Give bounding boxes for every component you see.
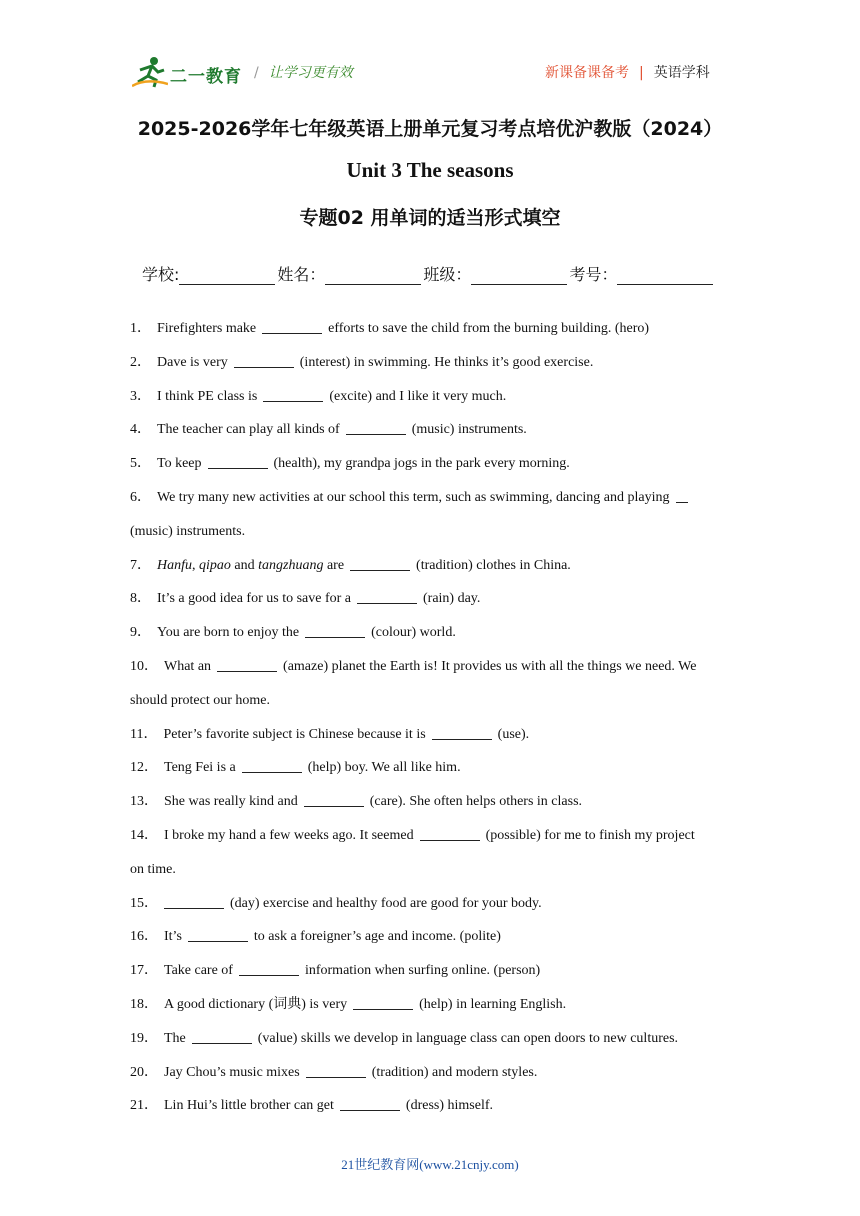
header-tag: 新课备课备考 xyxy=(545,65,629,81)
header-subject: 英语学科 xyxy=(653,65,710,81)
question-item xyxy=(130,751,740,785)
question-text: (use). xyxy=(497,726,530,742)
answer-blank[interactable] xyxy=(306,1063,366,1078)
school-line[interactable] xyxy=(179,268,275,285)
page-title: 2025-2026学年七年级英语上册单元复习考点培优沪教版（2024） xyxy=(137,118,723,140)
question-text: Take care of xyxy=(164,963,233,979)
question-number: 9． xyxy=(130,625,151,641)
answer-blank[interactable] xyxy=(340,1096,400,1111)
page-header xyxy=(0,0,860,100)
question-item xyxy=(130,582,740,616)
name-line[interactable] xyxy=(325,268,421,285)
question-number: 11． xyxy=(130,726,158,742)
question-text: efforts to save the child from the burning building. (hero) xyxy=(328,321,650,336)
question-text: Firefighters make xyxy=(157,321,257,336)
question-item xyxy=(130,1056,740,1090)
question-item xyxy=(130,785,740,819)
question-item xyxy=(130,650,740,718)
answer-blank[interactable] xyxy=(346,420,406,435)
question-text: (possible) for me to finish my project xyxy=(485,827,695,843)
question-text: (day) exercise and healthy food are good for your body. xyxy=(230,895,542,911)
question-text: Jay Chou’s music mixes xyxy=(164,1064,300,1080)
question-item xyxy=(130,819,740,887)
question-item xyxy=(130,481,740,549)
question-text: (help) in learning English. xyxy=(419,996,567,1012)
question-text: To keep xyxy=(157,456,202,472)
question-item xyxy=(130,1089,740,1123)
runner-logo-icon xyxy=(132,56,168,88)
question-item xyxy=(130,447,740,481)
question-text: to ask a foreigner’s age and income. (polite) xyxy=(253,929,501,945)
answer-blank[interactable] xyxy=(350,556,410,571)
question-item xyxy=(130,920,740,954)
question-text: Lin Hui’s little brother can get xyxy=(164,1098,334,1114)
question-text: We try many new activities at our school this term, such as swimming, dancing and playing xyxy=(157,489,670,505)
question-text: She was really kind and xyxy=(164,794,298,810)
answer-blank[interactable] xyxy=(192,1029,252,1044)
name-field[interactable] xyxy=(277,262,423,285)
question-number: 15． xyxy=(130,895,158,911)
question-item xyxy=(130,616,740,650)
answer-blank[interactable] xyxy=(263,387,323,402)
question-number: 1． xyxy=(130,321,151,336)
question-text: It’s a good idea for us to save for a xyxy=(157,591,351,607)
answer-blank[interactable] xyxy=(304,792,364,807)
question-number: 8． xyxy=(130,591,151,607)
question-item xyxy=(130,718,740,752)
question-number: 20． xyxy=(130,1064,158,1080)
question-text: (health), my grandpa jogs in the park every morning. xyxy=(273,456,570,472)
question-text: (care). She often helps others in class. xyxy=(369,794,583,810)
question-text: (value) skills we develop in language class can open doors to new cultures. xyxy=(257,1030,679,1046)
question-text-italic: qipao xyxy=(199,557,231,573)
question-number: 12． xyxy=(130,760,158,776)
question-text: (music) instruments. xyxy=(130,523,246,539)
question-number: 16． xyxy=(130,929,158,945)
question-text: (amaze) planet the Earth is! It provides us with all the things we need. We xyxy=(283,658,697,674)
question-text: (colour) world. xyxy=(371,625,456,641)
question-number: 18． xyxy=(130,996,158,1012)
question-number: 10． xyxy=(130,658,158,674)
slash-divider: / xyxy=(254,65,259,81)
question-number: 6． xyxy=(130,489,151,505)
answer-blank[interactable] xyxy=(262,319,322,334)
answer-blank[interactable] xyxy=(164,894,224,909)
header-separator: | xyxy=(639,65,644,81)
question-item xyxy=(130,988,740,1022)
answer-blank[interactable] xyxy=(305,623,365,638)
header-right xyxy=(545,62,710,82)
question-text-italic: tangzhuang xyxy=(258,557,324,573)
answer-blank[interactable] xyxy=(432,725,492,740)
logo-text: 二一教育 xyxy=(170,67,242,86)
question-list xyxy=(130,312,740,1123)
answer-blank[interactable] xyxy=(353,995,413,1010)
answer-blank[interactable] xyxy=(188,927,248,942)
question-text: , xyxy=(192,557,199,573)
answer-blank[interactable] xyxy=(217,657,277,672)
question-item xyxy=(130,887,740,921)
question-text: It’s xyxy=(164,929,182,945)
question-text-italic: Hanfu xyxy=(157,557,192,573)
question-item xyxy=(130,413,740,447)
answer-blank[interactable] xyxy=(676,488,688,503)
question-text: (rain) day. xyxy=(423,591,481,607)
question-text: information when surfing online. (person) xyxy=(304,963,541,979)
question-number: 7． xyxy=(130,557,151,573)
question-text: on time. xyxy=(130,861,176,877)
question-text: (dress) himself. xyxy=(405,1098,493,1114)
question-text: A good dictionary (词典) is very xyxy=(164,996,348,1012)
question-text: What an xyxy=(164,658,212,674)
question-number: 14． xyxy=(130,827,158,843)
question-item xyxy=(130,549,740,583)
question-text: should protect our home. xyxy=(130,692,270,708)
question-number: 19． xyxy=(130,1030,158,1046)
question-text: I think PE class is xyxy=(157,388,258,404)
answer-blank[interactable] xyxy=(208,454,268,469)
slogan-text: 让学习更有效 xyxy=(268,65,353,81)
slogan xyxy=(254,62,353,82)
question-text: (interest) in swimming. He thinks it’s good exercise. xyxy=(299,354,594,370)
answer-blank[interactable] xyxy=(357,589,417,604)
answer-blank[interactable] xyxy=(234,353,294,368)
page-footer[interactable]: 21世纪教育网(www.21cnjy.com) xyxy=(341,1157,519,1172)
question-text: Dave is very xyxy=(157,354,228,370)
answer-blank[interactable] xyxy=(239,961,299,976)
answer-blank[interactable] xyxy=(242,758,302,773)
answer-blank[interactable] xyxy=(420,826,480,841)
class-label: 班级： xyxy=(423,265,472,284)
question-number: 13． xyxy=(130,794,158,810)
question-text: (tradition) and modern styles. xyxy=(371,1064,538,1080)
question-text: You are born to enjoy the xyxy=(157,625,300,641)
question-number: 5． xyxy=(130,456,151,472)
question-number: 3． xyxy=(130,388,151,404)
question-number: 21． xyxy=(130,1098,158,1114)
exam-number-label: 考号： xyxy=(569,265,618,284)
question-text: are xyxy=(323,557,345,573)
unit-title: Unit 3 The seasons xyxy=(346,158,514,182)
school-label: 学校: xyxy=(142,265,180,284)
question-text: (help) boy. We all like him. xyxy=(307,760,461,776)
exam-number-field[interactable] xyxy=(569,262,715,285)
question-text: The teacher can play all kinds of xyxy=(157,422,340,438)
question-item xyxy=(130,380,740,414)
topic-title: 专题02 用单词的适当形式填空 xyxy=(299,207,561,229)
name-label: 姓名： xyxy=(277,265,326,284)
class-line[interactable] xyxy=(471,268,567,285)
question-item xyxy=(130,954,740,988)
question-text: I broke my hand a few weeks ago. It seemed xyxy=(164,827,414,843)
question-text: (tradition) clothes in China. xyxy=(416,557,571,573)
logo xyxy=(132,56,242,90)
question-number: 2． xyxy=(130,354,151,370)
question-number: 4． xyxy=(130,422,151,438)
question-text: Teng Fei is a xyxy=(164,760,236,776)
student-info-row xyxy=(142,262,715,285)
school-field[interactable] xyxy=(142,262,277,285)
question-text: (excite) and I like it very much. xyxy=(329,388,507,404)
question-text: (music) instruments. xyxy=(411,422,527,438)
question-item xyxy=(130,312,740,346)
question-number: 17． xyxy=(130,963,158,979)
question-text: Peter’s favorite subject is Chinese because it is xyxy=(163,726,426,742)
question-item xyxy=(130,346,740,380)
exam-number-line[interactable] xyxy=(617,268,713,285)
question-item xyxy=(130,1022,740,1056)
question-text: and xyxy=(230,557,259,573)
class-field[interactable] xyxy=(423,262,569,285)
question-text: The xyxy=(164,1030,186,1046)
